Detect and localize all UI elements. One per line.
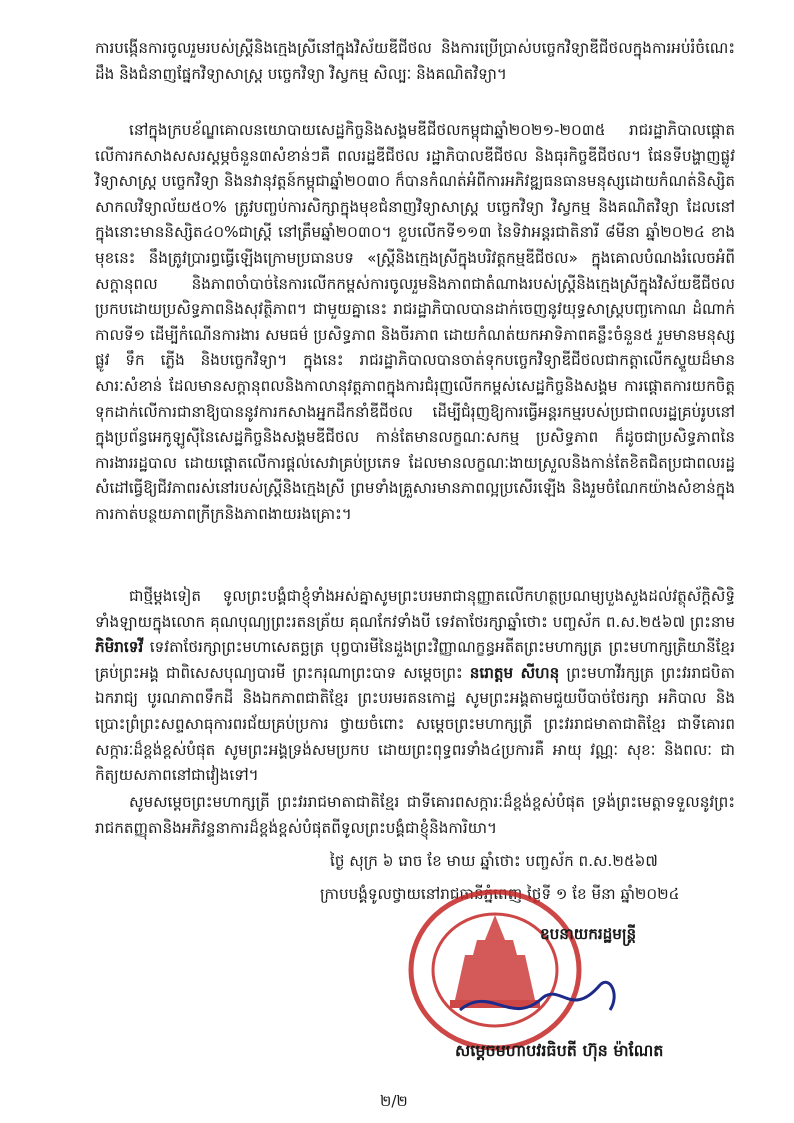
signature-icon [450, 965, 630, 1035]
date-solar: ក្រាបបង្គំទូលថ្វាយនៅរាជធានីភ្នំពេញ ថ្ងៃទី ១ ខែ មីនា ឆ្នាំ២០២៤ [320, 885, 680, 903]
paragraph-3-part-c: ព្រះមហាវីរក្សត្រ ព្រះវររាជបិតាឯករាជ្យ បូរណភាពទឹកដី និងឯកភាពជាតិខ្មែរ ព្រះបរមរតនកោដ្ឋ សូមព្រះអង្គតាមជួយបីបាច់ថែរក្សា អភិបាល និងប្រោះព្រំព្រះសព្ទសាធុការពរជ័យគ្រប់ប្រការ ថ្វាយចំពោះ សម្ដេចព្រះមហាក្សត្រី ព្រះវររាជមាតាជាតិខ្មែរ ជាទីគោរពសក្ការៈដ៏ខ្ពង់ខ្ពស់បំផុត សូមព្រះអង្គទ្រង់សមប្រកប ដោយព្រះពុទ្ធពរទាំង៤ប្រការគឺ អាយុ វណ្ណៈ សុខៈ និងពលៈ ជាកិត្យយសភាពនៅជាវៀងទៅ។ [95, 663, 736, 785]
page-number: ២/២ [380, 1092, 408, 1110]
date-lunar: ថ្ងៃ សុក្រ ៦ រោច ខែ មាឃ ឆ្នាំថោះ បញ្ចស័ក ព.ស.២៥៦៧ [330, 852, 658, 870]
paragraph-3-part-b: ទេវតាថែរក្សាព្រះមហាសេតច្ឆត្រ បុព្វបារមីនៃដួងព្រះវិញ្ញាណក្ខន្ធអតីតព្រះមហាក្សត្រ ព្រះមហាក្សត្រិយានីខ្មែរគ្រប់ព្រះអង្គ ជាពិសេសបុណ្យបារមី ព្រះករុណាព្រះបាទ សម្ដេចព្រះ [95, 638, 735, 682]
signer-name: សម្ដេចមហាបវរធិបតី ហ៊ុន ម៉ាណែត [455, 1041, 664, 1060]
paragraph-2: នៅក្នុងក្របខ័ណ្ឌគោលនយោបាយសេដ្ឋកិច្ចនិងសង្គមឌីជីថលកម្ពុជាឆ្នាំ២០២១-២០៣៥ រាជរដ្ឋាភិបាលផ្ដោតលើការកសាងសសរស្តម្ភចំនួន៣សំខាន់ៗគឺ ពលរដ្ឋឌីជីថល រដ្ឋាភិបាលឌីជីថល និងធុរកិច្ចឌីជីថល។ ផែនទីបង្ហាញផ្លូវវិទ្យាសាស្ត្រ បច្ចេកវិទ្យា និងនវានុវត្តន៍កម្ពុជាឆ្នាំ២០៣០ ក៏បានកំណត់អំពីការអភិវឌ្ឍធនធានមនុស្សដោយកំណត់និស្សិតសាកលវិទ្យាល័យ៥០% ត្រូវបញ្ចប់ការសិក្សាក្នុងមុខជំនាញវិទ្យាសាស្ត្រ បច្ចេកវិទ្យា វិស្វកម្ម និងគណិតវិទ្យា ដែលនៅក្នុងនោះមាននិស្សិត៤០%ជាស្ត្រី នៅត្រឹមឆ្នាំ២០៣០។ ខួបលើកទី១១៣ នៃទិវាអន្តរជាតិនារី ៨មីនា ឆ្នាំ២០២៤ ខាងមុខនេះ នឹងត្រូវប្រារព្ធធ្វើឡើងក្រោមប្រធានបទ «ស្ត្រីនិងក្មេងស្រីក្នុងបរិវត្តកម្មឌីជីថល» ក្នុងគោលបំណងរំលេចអំពីសក្ដានុពល និងភាពចាំបាច់នៃការលើកកម្ពស់ការចូលរួមនិងភាពជាតំណាងរបស់ស្ត្រីនិងក្មេងស្រីក្នុងវិស័យឌីជីថល ប្រកបដោយប្រសិទ្ធភាពនិងសុវត្ថិភាព។ ជាមួយគ្នានេះ រាជរដ្ឋាភិបាលបានដាក់ចេញនូវយុទ្ធសាស្ត្របញ្ចកោណ ដំណាក់កាលទី១ ដើម្បីកំណើនការងារ សមធម៌ ប្រសិទ្ធភាព និងចីរភាព ដោយកំណត់យកអាទិភាពគន្លឹះចំនួន៥ រួមមានមនុស្ស ផ្លូវ ទឹក ភ្លើង និងបច្ចេកវិទ្យា។ ក្នុងនេះ រាជរដ្ឋាភិបាលបានចាត់ទុកបច្ចេកវិទ្យាឌីជីថលជាកត្តាលើកស្ទួយដ៏មានសារៈសំខាន់ ដែលមានសក្ដានុពលនិងកាលានុវត្តភាពក្នុងការជំរុញលើកកម្ពស់សេដ្ឋកិច្ចនិងសង្គម ការផ្ដោតការយកចិត្តទុកដាក់លើការជានាឱ្យបាននូវការកសាងអ្នកដឹកនាំឌីជីថល ដើម្បីជំរុញឱ្យការធ្វើអន្តរកម្មរបស់ប្រជាពលរដ្ឋគ្រប់រូបនៅក្នុងប្រព័ន្ធអេកូឡូស៊ីនៃសេដ្ឋកិច្ចនិងសង្គមឌីជីថល កាន់តែមានលក្ខណៈសកម្ម ប្រសិទ្ធភាព ក៏ដូចជាប្រសិទ្ធភាពនៃការងាររដ្ឋបាល ដោយផ្ដោតលើការផ្ដល់សេវាគ្រប់ប្រភេទ ដែលមានលក្ខណៈងាយស្រួលនិងកាន់តែខិតជិតប្រជាពលរដ្ឋ សំដៅធ្វើឱ្យជីវភាពរស់នៅរបស់ស្ត្រីនិងក្មេងស្រី ព្រមទាំងគ្រួសារមានភាពល្អប្រសើរឡើង និងរួមចំណែកយ៉ាងសំខាន់ក្នុងការកាត់បន្ថយភាពក្រីក្រនិងភាពងាយរងគ្រោះ។ [95, 121, 736, 523]
signer-title: ឧបនាយករដ្ឋមន្ត្រី [540, 925, 637, 943]
name-bold-2: នរោត្តម សីហនុ [469, 663, 560, 682]
paragraph-4: សូមសម្ដេចព្រះមហាក្សត្រី ព្រះវររាជមាតាជាតិខ្មែរ ជាទីគោរពសក្ការៈដ៏ខ្ពង់ខ្ពស់បំផុត ទ្រង់ព្រះមេត្តាទទួលនូវព្រះរាជកតញ្ញុតានិងអភិវន្ទនាការដ៏ខ្ពង់ខ្ពស់បំផុតពីទូលព្រះបង្គំជាខ្ញុំនិងការិយា។ [95, 793, 735, 837]
paragraph-3-part-a: ជាថ្មីម្ដងទៀត ទូលព្រះបង្គំជាខ្ញុំទាំងអស់គ្នាសូមព្រះបរមរាជានុញ្ញាតលើកហត្ថប្រណម្យបួងសួងដល់វត្ថុស័ក្តិសិទ្ធិទាំងឡាយក្នុងលោក គុណបុណ្យព្រះរតនត្រ័យ គុណកែវទាំងបី ទេវតាថែរក្សាឆ្នាំថោះ បញ្ចស័ក ព.ស.២៥៦៧ ព្រះនាម [95, 587, 735, 631]
name-bold-1: ភិមិរាទេវី [95, 638, 144, 657]
paragraph-3 [95, 584, 735, 789]
paragraph-1: ការបង្កើនការចូលរួមរបស់ស្ត្រីនិងក្មេងស្រីនៅក្នុងវិស័យឌីជីថល និងការប្រើប្រាស់បច្ចេកវិទ្យាឌីជីថលក្នុងការអប់រំចំណេះដឹង និងជំនាញផ្នែកវិទ្យាសាស្ត្រ បច្ចេកវិទ្យា វិស្វកម្ម សិល្បៈ និងគណិតវិទ្យា។ [95, 39, 735, 83]
